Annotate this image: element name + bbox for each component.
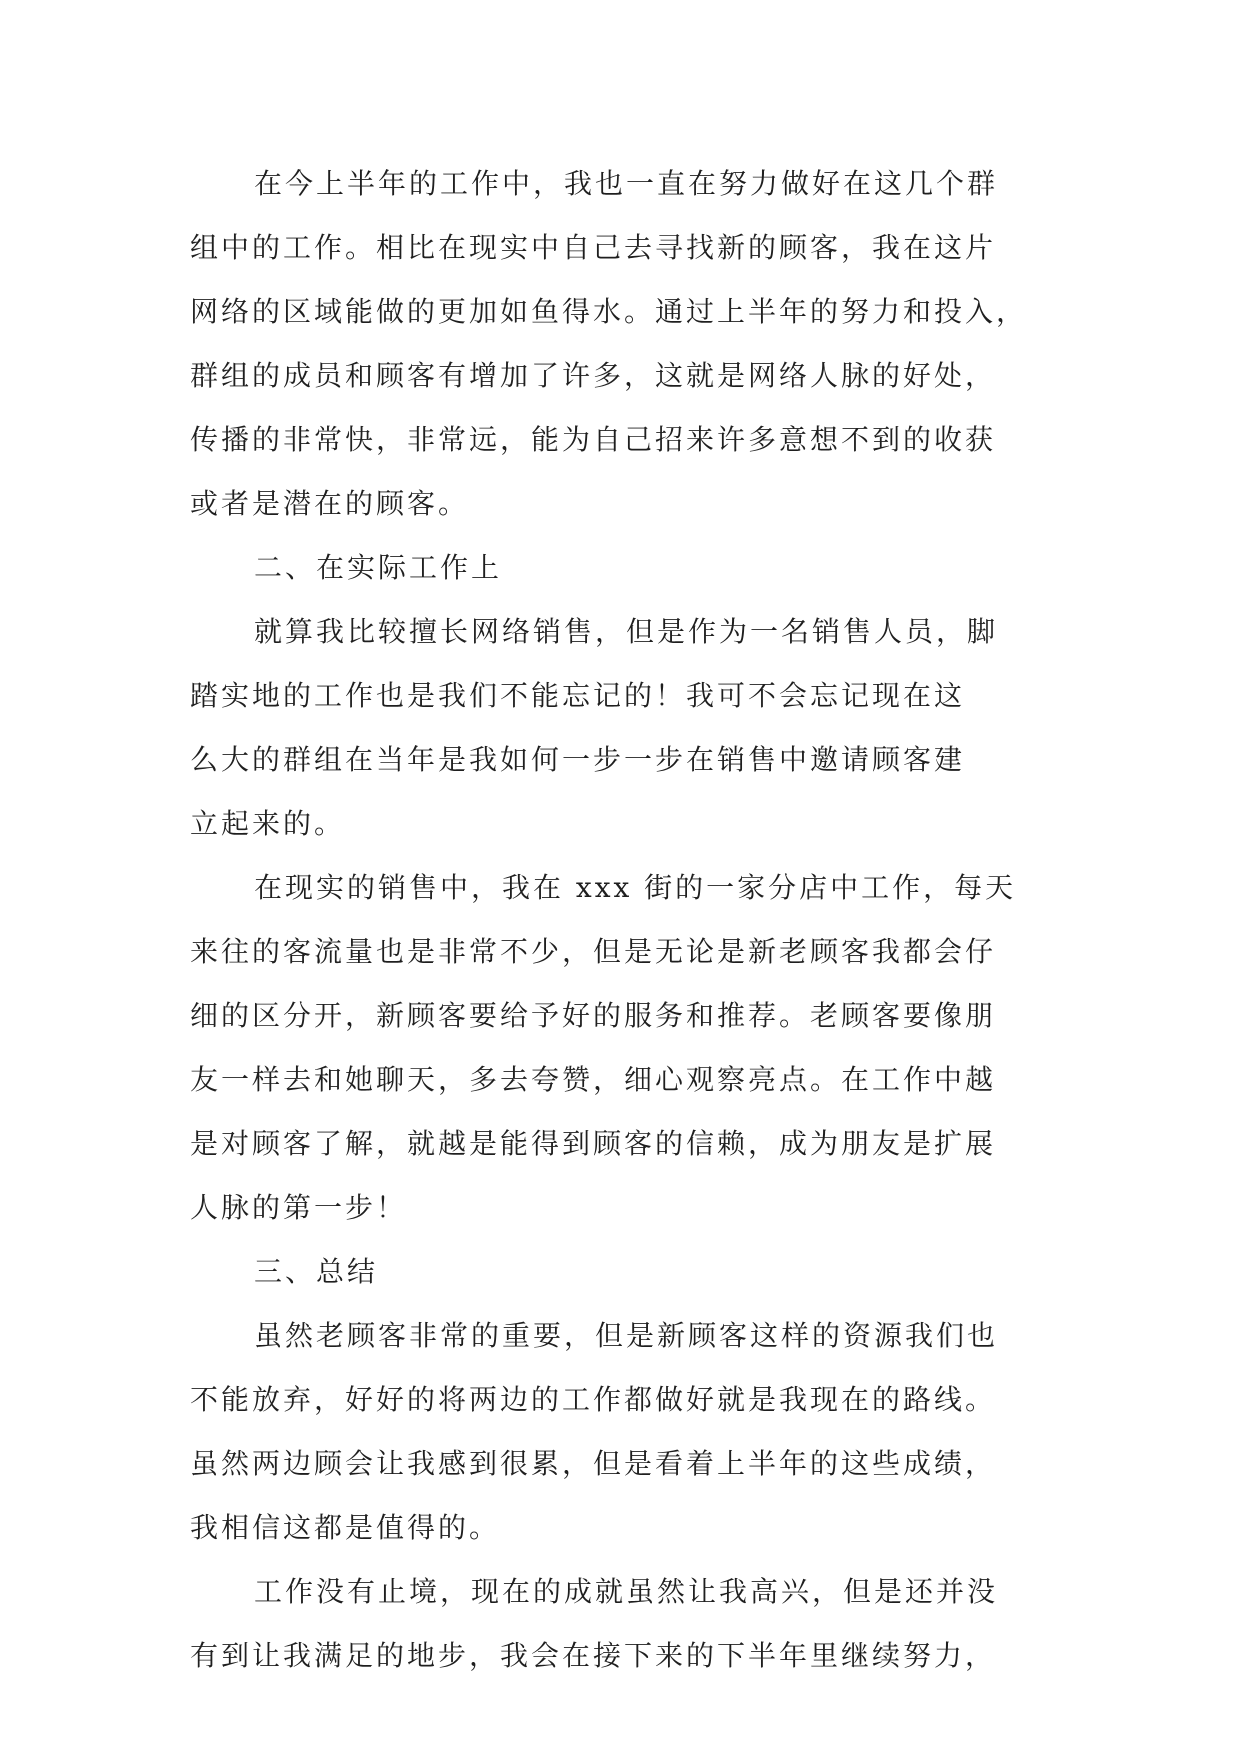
text-line: 么大的群组在当年是我如何一步一步在销售中邀请顾客建 bbox=[190, 743, 966, 776]
text-line: 友一样去和她聊天，多去夸赞，细心观察亮点。在工作中越 bbox=[190, 1063, 997, 1096]
text-line: 来往的客流量也是非常不少，但是无论是新老顾客我都会仔 bbox=[190, 935, 997, 968]
text-line: 虽然两边顾会让我感到很累，但是看着上半年的这些成绩， bbox=[190, 1447, 997, 1480]
text-line: 网络的区域能做的更加如鱼得水。通过上半年的努力和投入， bbox=[190, 295, 1028, 328]
text-line: 组中的工作。相比在现实中自己去寻找新的顾客，我在这片 bbox=[190, 231, 997, 264]
text-line: 不能放弃，好好的将两边的工作都做好就是我现在的路线。 bbox=[190, 1383, 997, 1416]
section-heading bbox=[190, 536, 1090, 600]
text-line: 是对顾客了解，就越是能得到顾客的信赖，成为朋友是扩展 bbox=[190, 1127, 997, 1160]
text-line: 就算我比较擅长网络销售，但是作为一名销售人员，脚 bbox=[254, 615, 999, 648]
text-line: 在今上半年的工作中，我也一直在努力做好在这几个群 bbox=[254, 167, 999, 200]
paragraph bbox=[190, 1560, 1090, 1688]
text-line: 有到让我满足的地步，我会在接下来的下半年里继续努力， bbox=[190, 1639, 997, 1672]
paragraph bbox=[190, 600, 1090, 856]
paragraph bbox=[190, 152, 1090, 536]
text-line: 人脉的第一步！ bbox=[190, 1191, 408, 1224]
text-line: 传播的非常快，非常远，能为自己招来许多意想不到的收获 bbox=[190, 423, 997, 456]
text-line: 踏实地的工作也是我们不能忘记的！我可不会忘记现在这 bbox=[190, 679, 966, 712]
text-line: 在现实的销售中，我在 xxx 街的一家分店中工作，每天 bbox=[254, 871, 1017, 904]
section-heading bbox=[190, 1240, 1090, 1304]
document-body bbox=[190, 152, 1090, 1688]
heading-text: 二、在实际工作上 bbox=[254, 551, 503, 584]
text-line: 工作没有止境，现在的成就虽然让我高兴，但是还并没 bbox=[254, 1575, 999, 1608]
paragraph bbox=[190, 856, 1090, 1240]
text-line: 虽然老顾客非常的重要，但是新顾客这样的资源我们也 bbox=[254, 1319, 999, 1352]
text-line: 或者是潜在的顾客。 bbox=[190, 487, 470, 520]
text-line: 群组的成员和顾客有增加了许多，这就是网络人脉的好处， bbox=[190, 359, 997, 392]
text-line: 细的区分开，新顾客要给予好的服务和推荐。老顾客要像朋 bbox=[190, 999, 997, 1032]
text-line: 我相信这都是值得的。 bbox=[190, 1511, 501, 1544]
heading-text: 三、总结 bbox=[254, 1255, 379, 1288]
text-line: 立起来的。 bbox=[190, 807, 346, 840]
paragraph bbox=[190, 1304, 1090, 1560]
